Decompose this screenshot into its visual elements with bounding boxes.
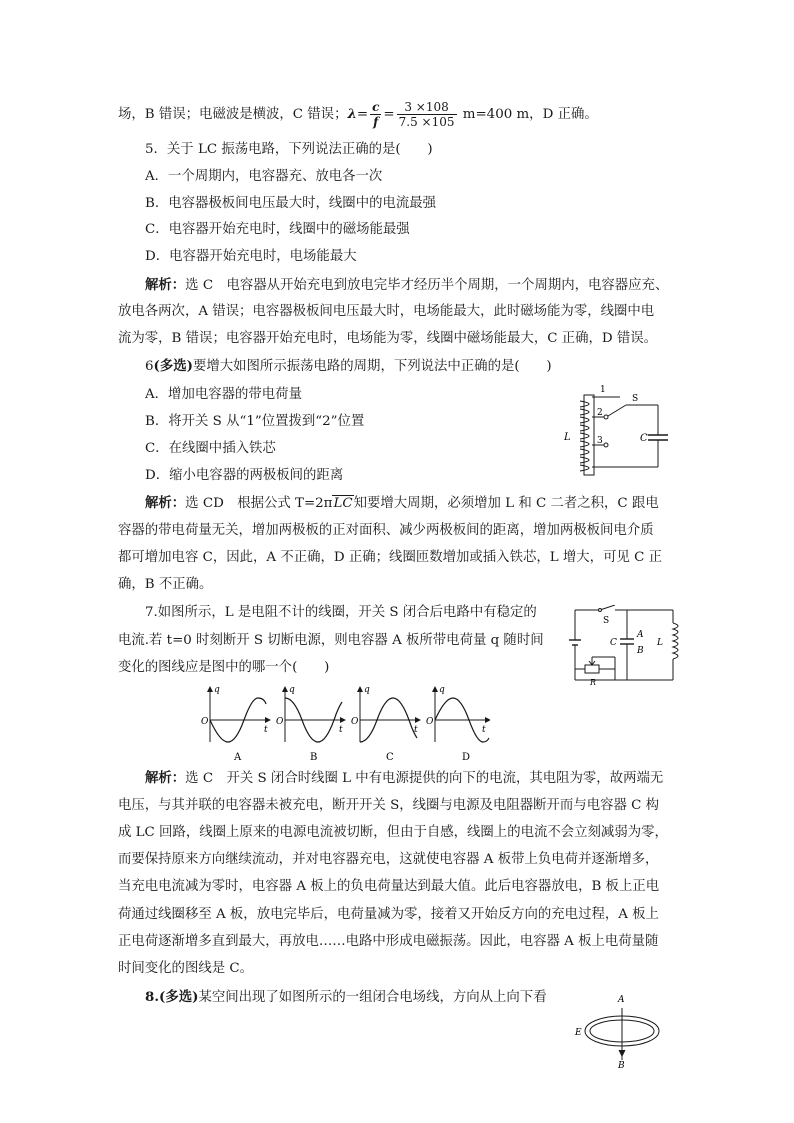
label-b: B <box>618 1061 625 1070</box>
sqrt-expression: LC <box>333 496 353 511</box>
label-a: A <box>637 630 644 640</box>
axis-t: t <box>482 725 486 735</box>
analysis-line: 流为零，B 错误；电容器开始充电时，电场能为零，线圈中磁场能最大，C 正确，D 错误。 <box>118 331 658 346</box>
option-b: B．电容器极板间电压最大时，线圈中的电流最强 <box>145 196 437 211</box>
numerator: c <box>372 100 380 114</box>
question-number: 6 <box>145 359 154 374</box>
option-d: D．电容器开始充电时，电场能最大 <box>145 249 357 264</box>
axis-origin: O <box>201 717 209 727</box>
question-7-stem: 电流.若 t=0 时刻断开 S 切断电源，则电容器 A 板所带电荷量 q 随时间 <box>118 633 544 648</box>
analysis-label: 解析： <box>145 495 186 511</box>
graph-label-a: A <box>234 752 242 763</box>
switch-blade <box>608 405 626 416</box>
axis-origin: O <box>426 717 434 727</box>
multi-select-tag: (多选) <box>158 989 199 1005</box>
axis-origin: O <box>276 717 284 727</box>
analysis-line: 时间变化的图线是 C。 <box>118 961 254 976</box>
label-l: L <box>657 638 663 648</box>
option-c: C．在线圈中插入铁芯 <box>145 441 276 456</box>
analysis-line: 正电荷逐渐增多直到最大，再放电……电路中形成电磁振荡。因此，电容器 A 板上电荷量随 <box>118 934 659 949</box>
axis-t: t <box>414 725 418 735</box>
analysis-line: 而要保持原来方向继续流动，并对电容器充电，这就使电容器 A 板带上负电荷并逐渐增多， <box>118 852 659 867</box>
question-7-stem: 7.如图所示，L 是电阻不计的线圈，开关 S 闭合后电路中有稳定的 <box>145 605 537 620</box>
analysis-label: 解析： <box>145 277 186 293</box>
label-r: R <box>590 678 597 687</box>
multi-select-tag: (多选) <box>153 358 193 374</box>
analysis-line: 确，B 不正确。 <box>118 577 213 592</box>
iron-core <box>584 395 594 475</box>
analysis-text: 选 C 电容器从开始充电到放电完毕才经历半个周期，一个周期内，电容器应充、 <box>185 278 669 293</box>
question-number: 8. <box>145 989 159 1005</box>
option-c: C．电容器开始充电时，线圈中的磁场能最强 <box>145 222 410 237</box>
lambda-symbol: λ <box>347 106 357 122</box>
question-8-stem <box>145 988 547 1007</box>
option-b: B．将开关 S 从“1”位置拨到“2”位置 <box>145 414 365 429</box>
axis-t: t <box>264 725 268 735</box>
analysis-line: 都可增加电容 C，因此，A 不正确，D 正确；线圈匝数增加或插入铁芯，L 增大，可见 C 正 <box>118 550 662 565</box>
analysis-line <box>145 494 659 513</box>
question-text: 要增大如图所示振荡电路的周期，下列说法中正确的是( ) <box>192 359 552 374</box>
option-d: D．缩小电容器的两极板间的距离 <box>145 468 344 483</box>
label-2: 2 <box>597 408 603 418</box>
axis-q: q <box>214 685 220 695</box>
axis-t: t <box>339 725 343 735</box>
question-5-stem: 5．关于 LC 振荡电路，下列说法正确的是( ) <box>145 142 433 157</box>
graph-label-d: D <box>462 752 471 763</box>
switch-blade <box>600 605 615 610</box>
fraction-c-over-f <box>370 100 381 129</box>
q-t-graphs <box>200 682 490 764</box>
graph-label-c: C <box>386 752 394 763</box>
rheostat-arrow <box>589 657 595 665</box>
electric-field-figure <box>570 990 680 1070</box>
equals-sign: = <box>356 107 369 122</box>
text-line <box>118 100 598 129</box>
question-6-stem <box>145 357 552 376</box>
label-1: 1 <box>600 385 606 395</box>
analysis-line <box>145 276 668 295</box>
graph-label-b: B <box>310 752 318 763</box>
question-7-stem: 变化的图线应是图中的哪一个( ) <box>118 660 330 675</box>
axis-q: q <box>439 685 445 695</box>
label-s: S <box>632 394 639 404</box>
text-segment: m=400 m，D 正确。 <box>458 107 598 122</box>
label-l: L <box>564 432 571 443</box>
axis-q: q <box>364 685 370 695</box>
axis-origin: O <box>351 717 359 727</box>
analysis-label: 解析： <box>145 770 186 786</box>
analysis-line <box>145 769 663 788</box>
text-segment: 场，B 错误；电磁波是横波，C 错误； <box>118 107 348 122</box>
label-c: C <box>640 433 648 444</box>
label-3: 3 <box>597 436 603 446</box>
fraction-value <box>397 100 457 129</box>
analysis-line: 成 LC 回路，线圈上原来的电源电流被切断，但由于自感，线圈上的电流不会立刻减弱为零， <box>118 825 668 840</box>
label-c: C <box>610 638 617 648</box>
question-text: 某空间出现了如图所示的一组闭合电场线，方向从上向下看 <box>198 990 547 1005</box>
analysis-line: 放电各两次，A 错误；电容器极板间电压最大时，电场能最大，此时磁场能为零，线圈中电 <box>118 304 655 319</box>
option-a: A．增加电容器的带电荷量 <box>145 387 302 402</box>
lc-circuit-figure <box>560 375 670 480</box>
analysis-line: 当充电电流减为零时，电容器 A 板上的负电荷量达到最大值。此后电容器放电，B 板上正电 <box>118 879 660 894</box>
analysis-text: 选 C 开关 S 闭合时线圈 L 中有电源提供的向下的电流，其电阻为零，故两端无 <box>185 771 664 786</box>
axis-q: q <box>289 685 295 695</box>
option-a: A．一个周期内，电容器充、放电各一次 <box>145 169 383 184</box>
analysis-line: 容器的带电荷量无关，增加两极板的正对面积、减少两极板间的距离，增加两极板间电介质 <box>118 523 654 538</box>
analysis-text: 选 CD 根据公式 T=2π <box>185 496 333 511</box>
label-a: A <box>618 995 625 1005</box>
analysis-line: 荷通过线圈移至 A 板，放电完毕后，电荷量减为零，接着又开始反方向的充电过程，A 板上 <box>118 907 659 922</box>
label-e: E <box>575 1028 582 1038</box>
direction-arrow <box>619 1050 625 1056</box>
analysis-text: 知要增大周期，必须增加 L 和 C 二者之积，C 跟电 <box>353 496 659 511</box>
inductor-coil <box>673 623 678 659</box>
equals-sign: = <box>383 107 395 122</box>
denominator: 7.5 ×105 <box>398 115 455 129</box>
numerator: 3 ×108 <box>397 100 457 115</box>
rlc-circuit-figure <box>565 605 690 687</box>
label-s: S <box>603 616 610 626</box>
label-b: B <box>637 646 644 656</box>
contact-3 <box>604 443 608 447</box>
contact-2 <box>604 415 608 419</box>
resistor <box>585 665 599 673</box>
analysis-line: 电压，与其并联的电容器未被充电，断开开关 S，线圈与电源及电阻器断开而与电容器 C 构 <box>118 798 660 813</box>
denominator: f <box>373 115 379 129</box>
